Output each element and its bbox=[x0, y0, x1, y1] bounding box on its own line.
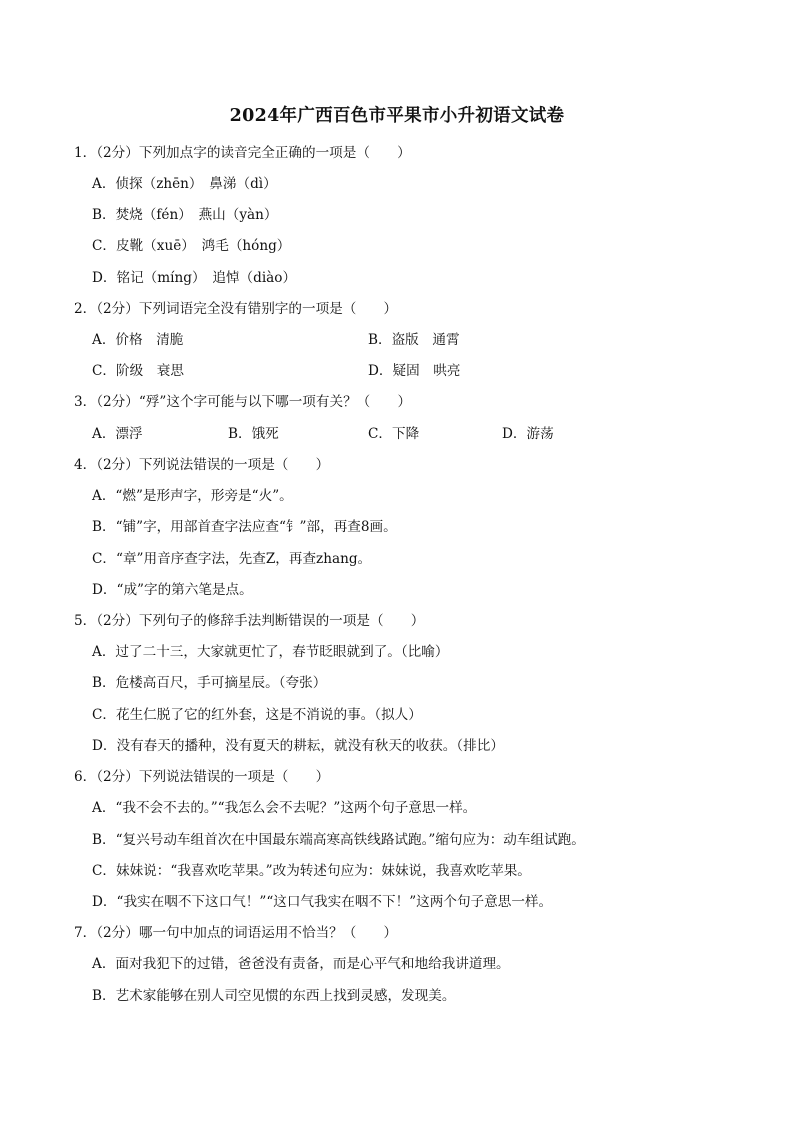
question-1-option-c: C．皮靴（xuē） 鸿毛（hóng） bbox=[92, 238, 291, 254]
question-5-stem: 5．（2分）下列句子的修辞手法判断错误的一项是（ ） bbox=[74, 613, 425, 629]
question-7-stem: 7．（2分）哪一句中加点的词语运用不恰当？（ ） bbox=[74, 925, 398, 941]
question-3-option-d: D．游荡 bbox=[502, 426, 554, 442]
question-6-option-c: C．妹妹说：“我喜欢吃苹果。”改为转述句应为：妹妹说，我喜欢吃苹果。 bbox=[92, 863, 531, 879]
question-1-option-d: D．铭记（míng） 追悼（diào） bbox=[92, 270, 297, 286]
question-5-option-a: A．过了二十三，大家就更忙了，春节眨眼就到了。（比喻） bbox=[92, 644, 449, 660]
question-3-option-c: C．下降 bbox=[368, 426, 420, 442]
question-5-option-b: B．危楼高百尺，手可摘星辰。（夸张） bbox=[92, 675, 327, 691]
question-3-option-b: B．饿死 bbox=[228, 426, 279, 442]
question-1-option-a: A．侦探（zhēn） 鼻涕（dì） bbox=[92, 176, 277, 192]
question-4-option-b: B．“铺”字，用部首查字法应查“钅”部，再查8画。 bbox=[92, 519, 397, 535]
question-5-option-d: D．没有春天的播种，没有夏天的耕耘，就没有秋天的收获。（排比） bbox=[92, 738, 504, 754]
question-4-option-d: D．“成”字的第六笔是点。 bbox=[92, 582, 253, 598]
question-1-stem: 1．（2分）下列加点字的读音完全正确的一项是（ ） bbox=[74, 145, 411, 161]
question-6-option-a: A．“我不会不去的。”“我怎么会不去呢？”这两个句子意思一样。 bbox=[92, 800, 477, 816]
question-2-option-c: C．阶级 衰思 bbox=[92, 363, 184, 379]
question-1-option-b: B．焚烧（fén） 燕山（yàn） bbox=[92, 207, 278, 223]
question-4-option-a: A．“燃”是形声字，形旁是“火”。 bbox=[92, 488, 293, 504]
question-3-option-a: A．漂浮 bbox=[92, 426, 143, 442]
question-6-stem: 6．（2分）下列说法错误的一项是（ ） bbox=[74, 769, 330, 785]
exam-title: 2024年广西百色市平果市小升初语文试卷 bbox=[229, 106, 565, 126]
question-2-option-b: B．盗版 通霄 bbox=[368, 332, 460, 348]
question-2-stem: 2．（2分）下列词语完全没有错别字的一项是（ ） bbox=[74, 301, 398, 317]
question-5-option-c: C．花生仁脱了它的红外套，这是不消说的事。（拟人） bbox=[92, 707, 422, 723]
question-7-option-b: B．艺术家能够在别人司空见惯的东西上找到灵感，发现美。 bbox=[92, 988, 456, 1004]
question-6-option-d: D．“我实在咽不下这口气！”“这口气我实在咽不下！”这两个句子意思一样。 bbox=[92, 894, 553, 910]
question-6-option-b: B．“复兴号动车组首次在中国最东端高寒高铁线路试跑。”缩句应为：动车组试跑。 bbox=[92, 832, 585, 848]
question-4-option-c: C．“章”用音序查字法，先查Z，再查zhang。 bbox=[92, 551, 372, 567]
question-2-option-a: A．价格 清脆 bbox=[92, 332, 184, 348]
question-2-option-d: D．疑固 哄亮 bbox=[368, 363, 461, 379]
question-3-stem: 3．（2分）“殍”这个字可能与以下哪一项有关？（ ） bbox=[74, 394, 412, 410]
question-7-option-a: A．面对我犯下的过错，爸爸没有责备，而是心平气和地给我讲道理。 bbox=[92, 956, 510, 972]
question-4-stem: 4．（2分）下列说法错误的一项是（ ） bbox=[74, 457, 330, 473]
